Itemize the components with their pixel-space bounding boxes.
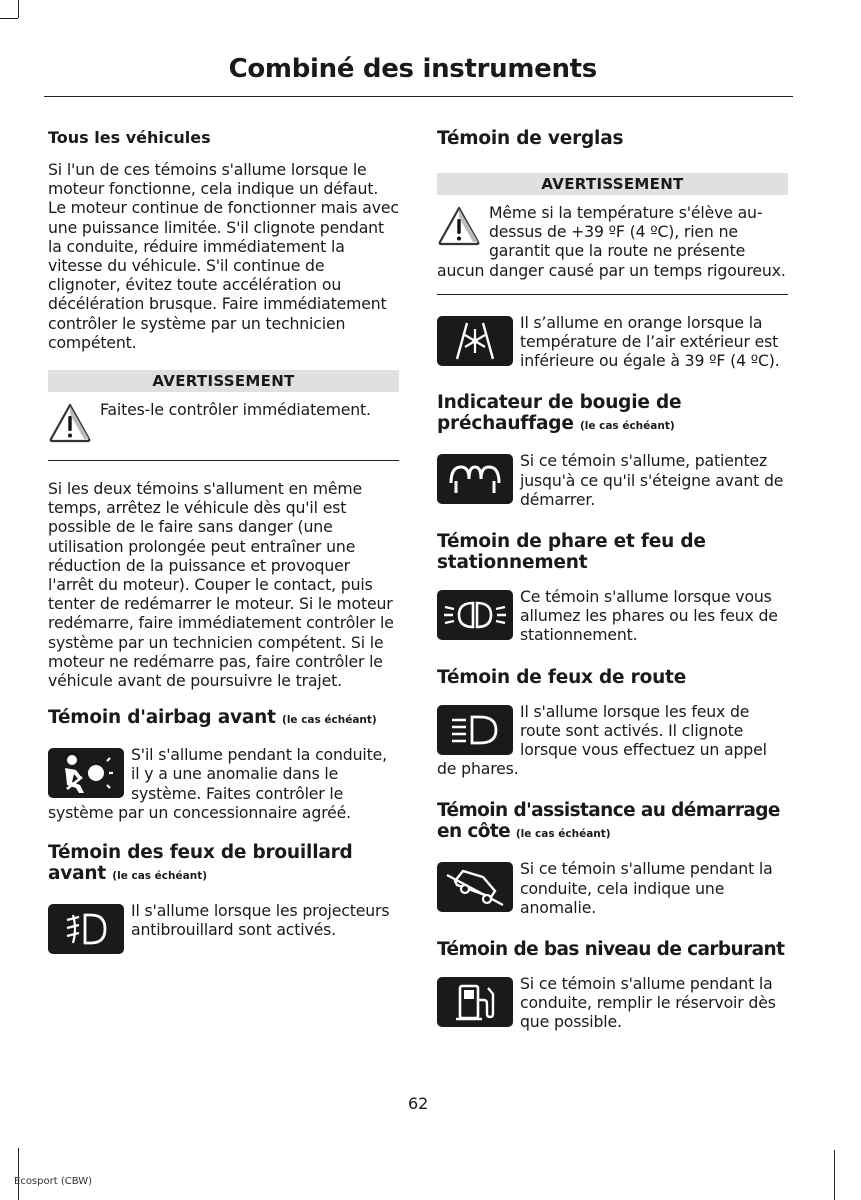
glow-plug-text: Si ce témoin s'allume, patientez jusqu'à ce qu'il s'éteigne avant de démarrer.	[520, 451, 784, 509]
crop-mark	[18, 0, 19, 18]
front-fog-lamp-icon	[48, 904, 124, 954]
page-number: 62	[408, 1094, 429, 1113]
hill-start-text: Si ce témoin s'allume pendant la conduite, cela indique une anomalie.	[520, 859, 773, 917]
frost-warning-text: Même si la température s'élève au-dessus de +39 ºF (4 ºC), rien ne garantit que la route ne présente aucun danger causé par un temps rigoureux.	[437, 203, 786, 280]
crop-mark	[18, 1148, 19, 1200]
hill-start-heading-text: Témoin d'assistance au démarrage en côte	[437, 800, 780, 843]
crop-mark	[834, 1150, 835, 1200]
both-lamps-text: Si les deux témoins s'allument en même temps, arrêtez le véhicule dès qu'il est possible de le faire sans danger (une utilisation prolongée peut entraîner une réduction de la puissance et provoquer l'arrêt du moteur). Couper le contact, puis tenter de redémarrer le moteur. Si le moteur redémarre, faire immédiatement contrôler le système par un technicien compétent. Si le moteur ne redémarre pas, faire contrôler le véhicule avant de poursuivre le trajet.	[48, 479, 394, 691]
optional-note: (le cas échéant)	[579, 420, 675, 433]
high-beam-block	[437, 702, 788, 779]
airbag-text: S'il s'allume pendant la conduite, il y a une anomalie dans le système. Faites contrôler le système par un concessionnaire agréé.	[48, 745, 387, 822]
section-heading-hill-start	[437, 800, 788, 845]
front-fog-text: Il s'allume lorsque les projecteurs antibrouillard sont activés.	[131, 901, 390, 940]
parking-lamp-block	[437, 587, 788, 645]
section-heading-parking-lamp: Témoin de phare et feu de stationnement	[437, 531, 706, 574]
warning-text: Faites-le contrôler immédiatement.	[100, 400, 371, 420]
optional-note: (le cas échéant)	[112, 870, 208, 883]
frost-text: Il s’allume en orange lorsque la température de l’air extérieur est inférieure ou égale à 39 ºF (4 ºC).	[520, 312, 780, 371]
high-beam-icon	[437, 705, 513, 755]
front-fog-block	[48, 901, 399, 956]
section-heading-all-vehicles: Tous les véhicules	[48, 128, 211, 147]
warning-triangle-icon	[48, 402, 92, 444]
airbag-warning-icon	[48, 748, 124, 798]
low-fuel-icon	[437, 977, 513, 1027]
parking-lamp-icon	[437, 590, 513, 640]
section-heading-glow-plug	[437, 392, 788, 437]
page-title: Combiné des instruments	[228, 54, 597, 84]
hill-start-block	[437, 859, 788, 917]
all-vehicles-text: Si l'un de ces témoins s'allume lorsque le moteur fonctionne, cela indique un défaut. Le moteur continue de fonctionner mais avec une puissance limitée. S'il clignote pendant la conduite, réduire immédiatement la vitesse du véhicule. S'il continue de clignoter, évitez toute accélération ou décélération brusque. Faire immédiatement contrôler le système par un technicien compétent.	[48, 160, 399, 352]
warning-triangle-icon	[437, 205, 481, 247]
glow-plug-heading-text: Indicateur de bougie de préchauffage	[437, 392, 682, 435]
right-column	[437, 128, 788, 1032]
hill-start-assist-icon	[437, 862, 513, 912]
section-heading-airbag	[48, 707, 399, 731]
high-beam-text: Il s'allume lorsque les feux de route sont activés. Il clignote lorsque vous effectuez un appel de phares.	[437, 701, 767, 779]
optional-note: (le cas échéant)	[515, 828, 611, 841]
header-rule	[44, 96, 793, 97]
parking-lamp-text: Ce témoin s'allume lorsque vous allumez les phares ou les feux de stationnement.	[520, 587, 778, 645]
section-heading-frost: Témoin de verglas	[437, 128, 624, 149]
section-heading-front-fog	[48, 842, 399, 887]
left-column	[48, 128, 399, 956]
glow-plug-block	[437, 451, 788, 509]
low-fuel-block	[437, 974, 788, 1032]
low-fuel-text: Si ce témoin s'allume pendant la conduite, remplir le réservoir dès que possible.	[520, 974, 776, 1032]
warning-box	[48, 400, 399, 446]
frost-warning-box	[437, 203, 788, 280]
section-heading-high-beam: Témoin de feux de route	[437, 666, 687, 688]
frost-warning-icon	[437, 316, 513, 366]
warning-header: AVERTISSEMENT	[48, 370, 399, 392]
section-heading-low-fuel: Témoin de bas niveau de carburant	[437, 939, 785, 961]
airbag-heading-text: Témoin d'airbag avant	[48, 707, 276, 729]
crop-mark	[0, 18, 18, 19]
optional-note: (le cas échéant)	[282, 714, 377, 727]
footer-model: Ecosport (CBW)	[14, 1176, 92, 1187]
front-fog-heading-text: Témoin des feux de brouillard avant	[48, 842, 353, 885]
airbag-block	[48, 745, 399, 822]
glow-plug-icon	[437, 454, 513, 504]
warning-header: AVERTISSEMENT	[437, 173, 788, 195]
frost-block	[437, 313, 788, 371]
